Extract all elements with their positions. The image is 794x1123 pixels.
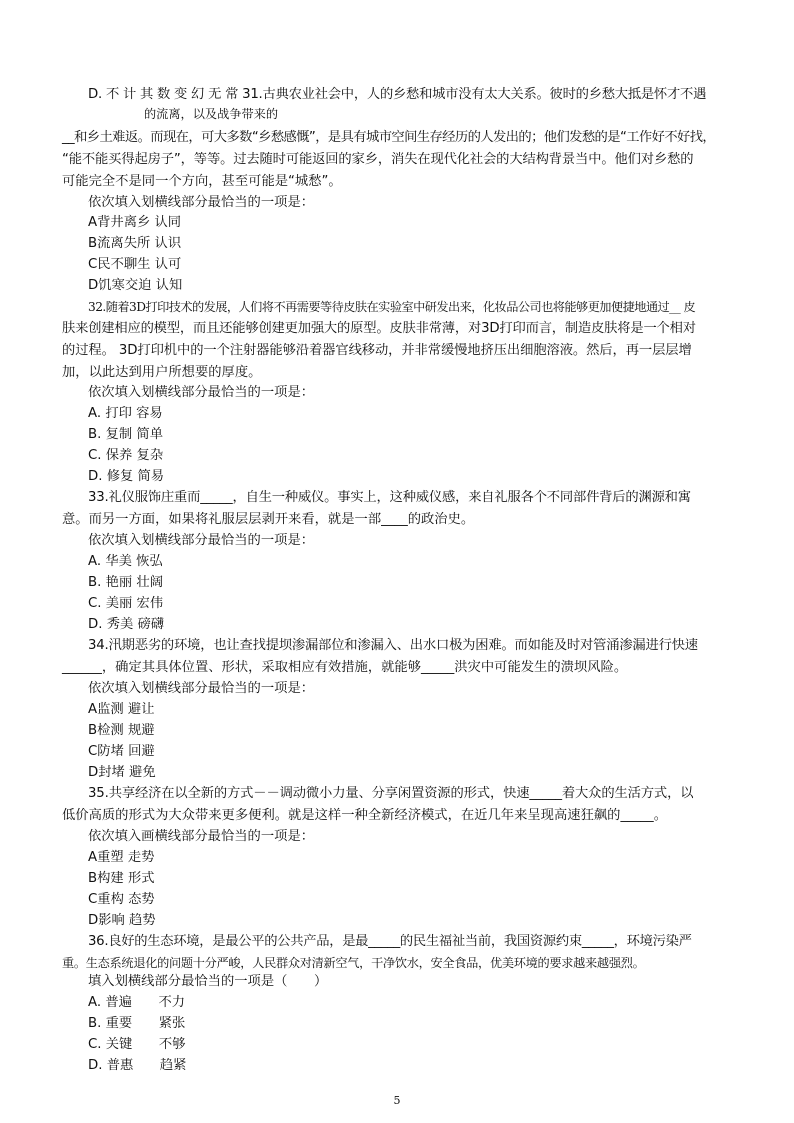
q36-instruction: 填入划横线部分最恰当的一项是（ ）	[88, 974, 328, 989]
q31-option-d: D饥寒交迫 认知	[88, 278, 183, 293]
q36-option-a: A. 普遍 不力	[88, 995, 186, 1010]
q33-line-1: 33.礼仪服饰庄重而_____，自生一种威仪。事实上，这种威仪感，来自礼服各个不同部件背后的渊源和寓	[88, 490, 691, 505]
q34-option-a: A监测 避让	[88, 702, 155, 717]
q34-option-d: D封堵 避免	[88, 765, 156, 780]
q33-option-a: A. 华美 恢弘	[88, 554, 163, 569]
q32-line-2: 肤来创建相应的模型，而且还能够创建更加强大的原型。皮肤非常薄，对3D打印而言，制造皮肤将是一个相对	[62, 321, 696, 336]
q31-option-b: B流离失所 认识	[88, 236, 182, 251]
q32-option-b: B. 复制 简单	[88, 427, 163, 442]
q35-option-c: C重构 态势	[88, 892, 155, 907]
page-number: 5	[393, 1094, 401, 1107]
q31-instruction: 依次填入划横线部分最恰当的一项是：	[88, 195, 315, 210]
q32-option-a: A. 打印 容易	[88, 406, 163, 421]
q31-line-2: 的流离，以及战争带来的	[144, 107, 279, 121]
q33-option-b: B. 艳丽 壮阔	[88, 575, 163, 590]
q35-option-d: D影响 趋势	[88, 913, 156, 928]
q35-instruction: 依次填入画横线部分最恰当的一项是：	[88, 829, 315, 844]
q35-option-a: A重塑 走势	[88, 850, 155, 865]
q34-line-2: ______，确定其具体位置、形状，采取相应有效措施，就能够_____洪灾中可能发生的溃坝风险。	[62, 660, 628, 675]
q31-line-5: 可能完全不是同一个方向，甚至可能是“城愁”。	[62, 174, 342, 189]
q32-option-c: C. 保养 复杂	[88, 448, 164, 463]
q32-line-1: 32.随着3D打印技术的发展，人们将不再需要等待皮肤在实验室中研发出来，化妆品公司也将能够更加便捷地通过__ 皮	[88, 300, 696, 314]
q36-option-c: C. 关键 不够	[88, 1037, 186, 1052]
q33-line-2: 意。而另一方面，如果将礼服层层剥开来看，就是一部____的政治史。	[62, 512, 475, 527]
q36-line-2: 重。生态系统退化的问题十分严峻，人民群众对清新空气，干净饮水，安全食品，优美环境的要求越来越强烈。	[62, 956, 645, 970]
q32-instruction: 依次填入划横线部分最恰当的一项是：	[88, 385, 315, 400]
q34-option-b: B检测 规避	[88, 723, 155, 738]
q31-option-a: A背井离乡 认同	[88, 215, 182, 230]
q31-option-c: C民不聊生 认可	[88, 257, 182, 272]
q34-instruction: 依次填入划横线部分最恰当的一项是：	[88, 681, 315, 696]
q32-line-3: 的过程。 3D打印机中的一个注射器能够沿着器官线移动，并非常缓慢地挤压出细胞溶液。然后，再一层层增	[62, 343, 692, 358]
q35-option-b: B构建 形式	[88, 871, 155, 886]
q30-option-d-and-q31-line-1: D. 不 计 其 数 变 幻 无 常 31.古典农业社会中，人的乡愁和城市没有太大关系。彼时的乡愁大抵是怀才不遇	[88, 87, 707, 102]
q35-line-1: 35.共享经济在以全新的方式－－调动微小力量、分享闲置资源的形式，快速_____着大众的生活方式，以	[88, 786, 694, 801]
q36-option-b: B. 重要 紧张	[88, 1016, 186, 1031]
q33-option-c: C. 美丽 宏伟	[88, 596, 164, 611]
q34-line-1: 34.汛期恶劣的环境，也让查找提坝渗漏部位和渗漏入、出水口极为困难。而如能及时对管涌渗漏进行快速	[88, 638, 698, 653]
q35-line-2: 低价高质的形式为大众带来更多便利。就是这样一种全新经济模式，在近几年来呈现高速狂飙的_____。	[62, 808, 668, 823]
q31-line-3: __和乡土难返。而现在，可大多数“乡愁感慨”，是具有城市空间生存经历的人发出的；他们发愁的是“工作好不好找，	[62, 130, 716, 145]
q31-line-4: “能不能买得起房子”，等等。过去随时可能返回的家乡，消失在现代化社会的大结构背景当中。他们对乡愁的	[62, 152, 694, 167]
q36-line-1: 36.良好的生态环境，是最公平的公共产品，是最_____的民生福祉当前，我国资源约束_____，环境污染严	[88, 934, 692, 949]
q32-line-4: 加，以此达到用户所想要的厚度。	[62, 365, 262, 380]
q34-option-c: C防堵 回避	[88, 744, 155, 759]
q32-option-d: D. 修复 简易	[88, 469, 165, 484]
q33-instruction: 依次填入划横线部分最恰当的一项是：	[88, 533, 315, 548]
q33-option-d: D. 秀美 磅礴	[88, 617, 165, 632]
q36-option-d: D. 普惠 趋紧	[88, 1058, 187, 1073]
